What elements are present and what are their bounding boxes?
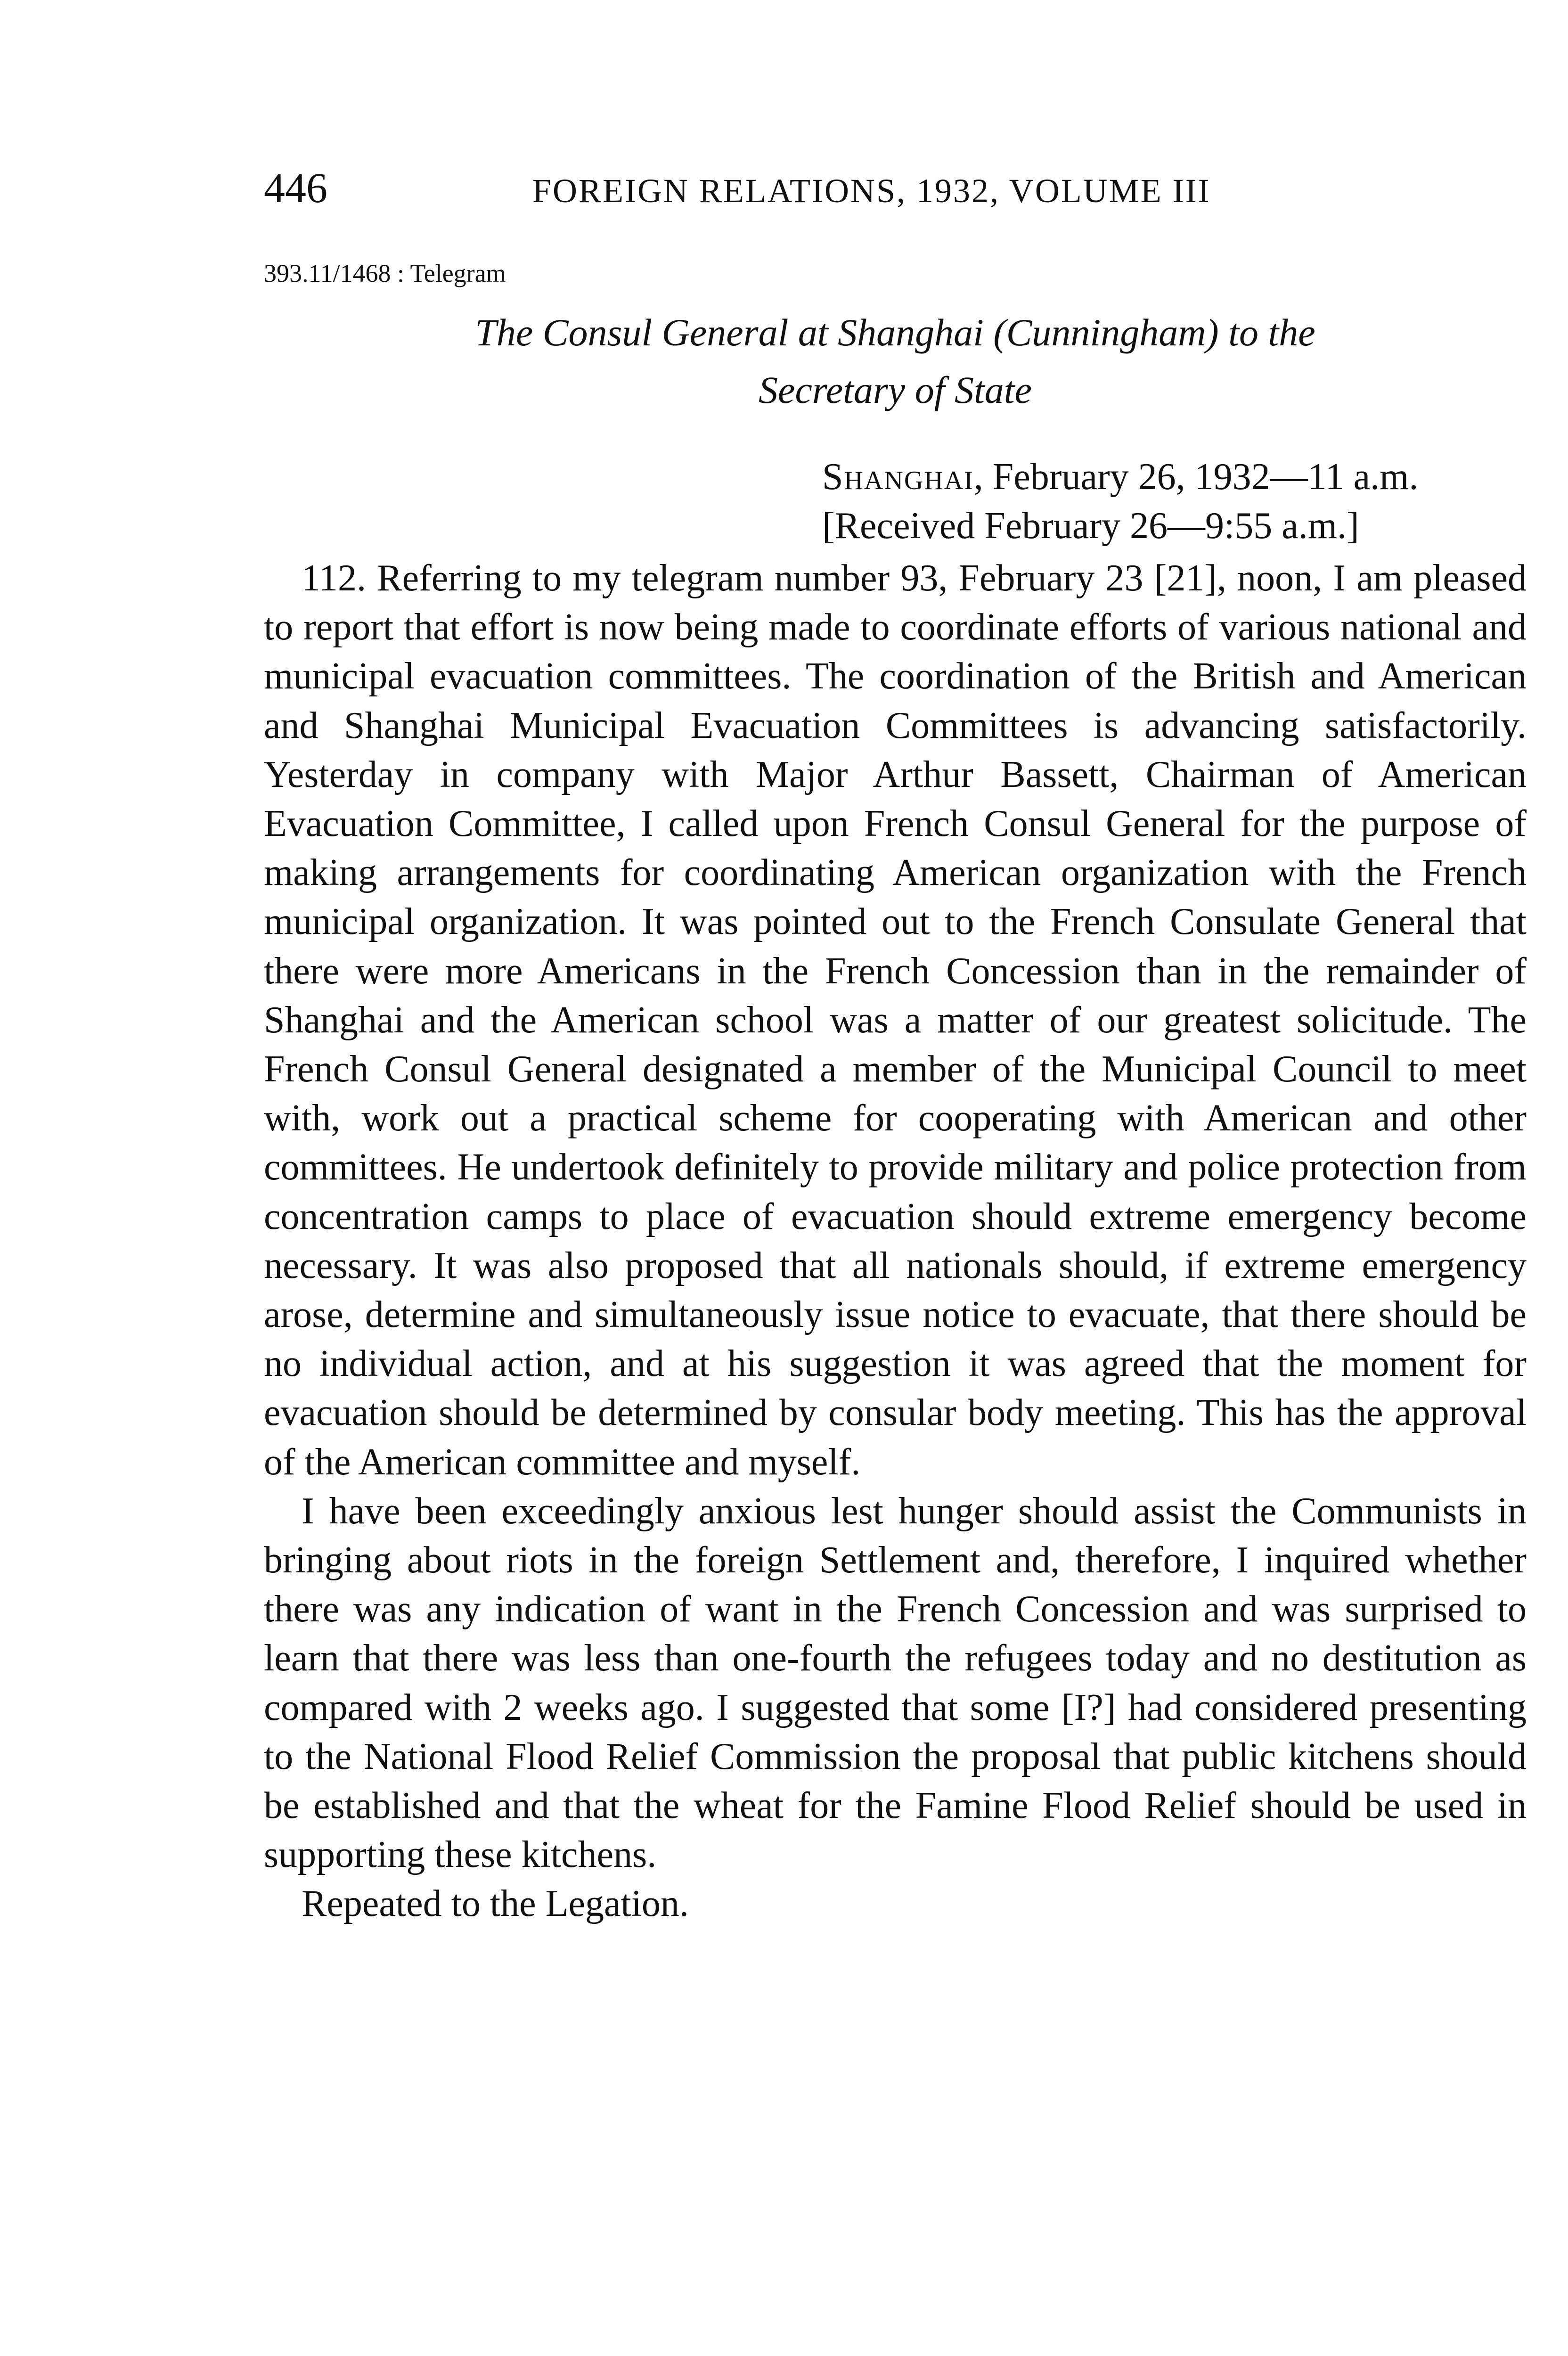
dateline-place: Shanghai [822,456,974,498]
body-paragraph-2: I have been exceedingly anxious lest hunger should assist the Communists in bringing about riots in the foreign Settlement and, therefore, I inquired whether there was any indication of want in the French Concession and was surprised to learn that there was less than one-fourth the refugees today and no destitution as compared with 2 weeks ago. I suggested that some [I?] had considered presenting to the National Flood Relief Commission the proposal that public kitchens should be established and that the wheat for the Famine Flood Relief should be used in supporting these kitchens. [264,1490,1527,1876]
heading-line-1: The Consul General at Shanghai (Cunningham) to the [475,311,1315,354]
page-number: 446 [264,165,327,212]
dateline-sent [822,452,1529,501]
dateline-received: [Received February 26—9:55 a.m.] [822,505,1359,547]
body-paragraph-1: 112. Referring to my telegram number 93, February 23 [21], noon, I am pleased to report that effort is now being made to coordinate efforts of various national and municipal evacuation committees. The coordination of the British and American and Shanghai Municipal Evacuation Committees is advancing satisfactorily. Yesterday in company with Major Arthur Bassett, Chairman of American Evacuation Committee, I called upon French Consul General for the purpose of making arrangements for coordinating American organization with the French municipal organization. It was pointed out to the French Consulate General that there were more Americans in the French Concession than in the remainder of Shanghai and the American school was a matter of our greatest solicitude. The French Consul General designated a member of the Municipal Council to meet with, work out a practical scheme for cooperating with American and other committees. He undertook definitely to provide military and police protection from concentration camps to place of evacuation should extreme emergency become necessary. It was also proposed that all nationals should, if extreme emergency arose, determine and simultaneously issue notice to evacuate, that there should be no individual action, and at his suggestion it was agreed that the moment for evacuation should be determined by consular body meeting. This has the approval of the American committee and myself. [264,557,1527,1483]
dateline [822,452,1529,550]
dateline-sent-time: , February 26, 1932—11 a.m. [973,456,1419,498]
body-paragraph-3: Repeated to the Legation. [302,1883,689,1925]
telegram-body [264,554,1527,1929]
heading-line-2: Secretary of State [759,368,1032,411]
journal-title: FOREIGN RELATIONS, 1932, VOLUME III [532,172,1211,210]
file-reference: 393.11/1468 : Telegram [264,259,506,287]
running-head [264,163,1536,219]
document-heading [264,304,1527,419]
